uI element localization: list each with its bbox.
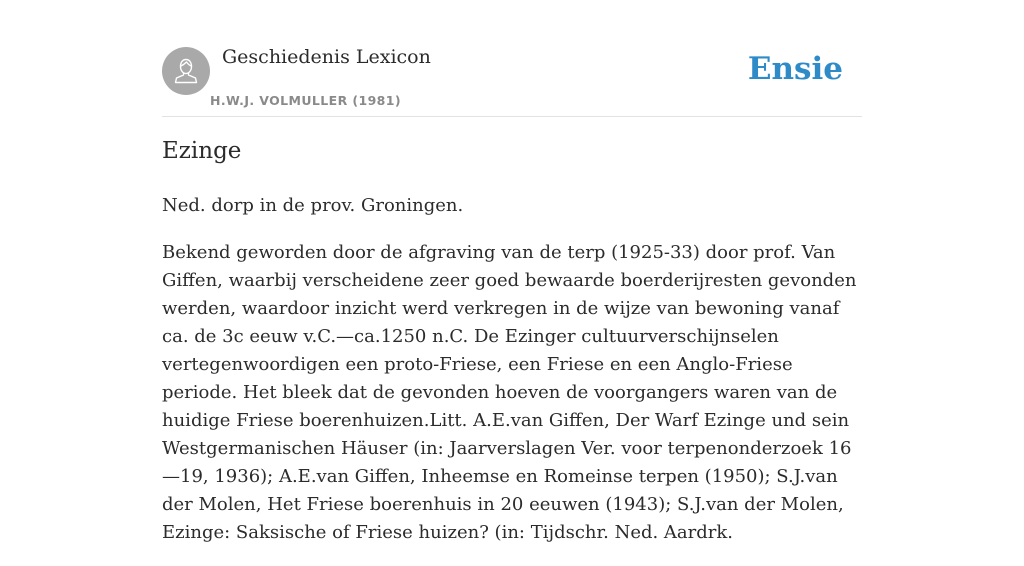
entry-body <box>162 192 862 566</box>
entry-title: Ezinge <box>162 138 242 164</box>
author-name[interactable]: H.W.J. VOLMULLER (1981) <box>210 93 401 108</box>
entry-paragraph: Bekend geworden door de afgraving van de terp (1925-33) door prof. Van Giffen, waarbij verscheidene zeer goed bewaarde boerderijresten gevonden werden, waardoor inzicht werd verkregen in de wijze van bewoning vanaf ca. de 3c eeuw v.C.—ca.1250 n.C. De Ezinger cultuurverschijnselen vertegenwoordigen een proto-Friese, een Friese en een Anglo-Friese periode. Het bleek dat de gevonden hoeven de voorgangers waren van de huidige Friese boerenhuizen.Litt. A.E.van Giffen, Der Warf Ezinge und sein Westgermanischen Häuser (in: Jaarverslagen Ver. voor terpenonderzoek 16—19, 1936); A.E.van Giffen, Inheemse en Romeinse terpen (1950); S.J.van der Molen, Het Friese boerenhuis in 20 eeuwen (1943); S.J.van der Molen, Ezinge: Saksische of Friese huizen? (in: Tijdschr. Ned. Aardrk. <box>162 242 857 543</box>
source-header <box>162 46 862 117</box>
entry-paragraph: Ned. dorp in de prov. Groningen. <box>162 195 464 216</box>
user-silhouette-icon <box>171 56 201 86</box>
avatar[interactable] <box>162 47 210 95</box>
source-title[interactable]: Geschiedenis Lexicon <box>222 46 431 68</box>
brand-logo[interactable]: Ensie <box>747 51 843 87</box>
